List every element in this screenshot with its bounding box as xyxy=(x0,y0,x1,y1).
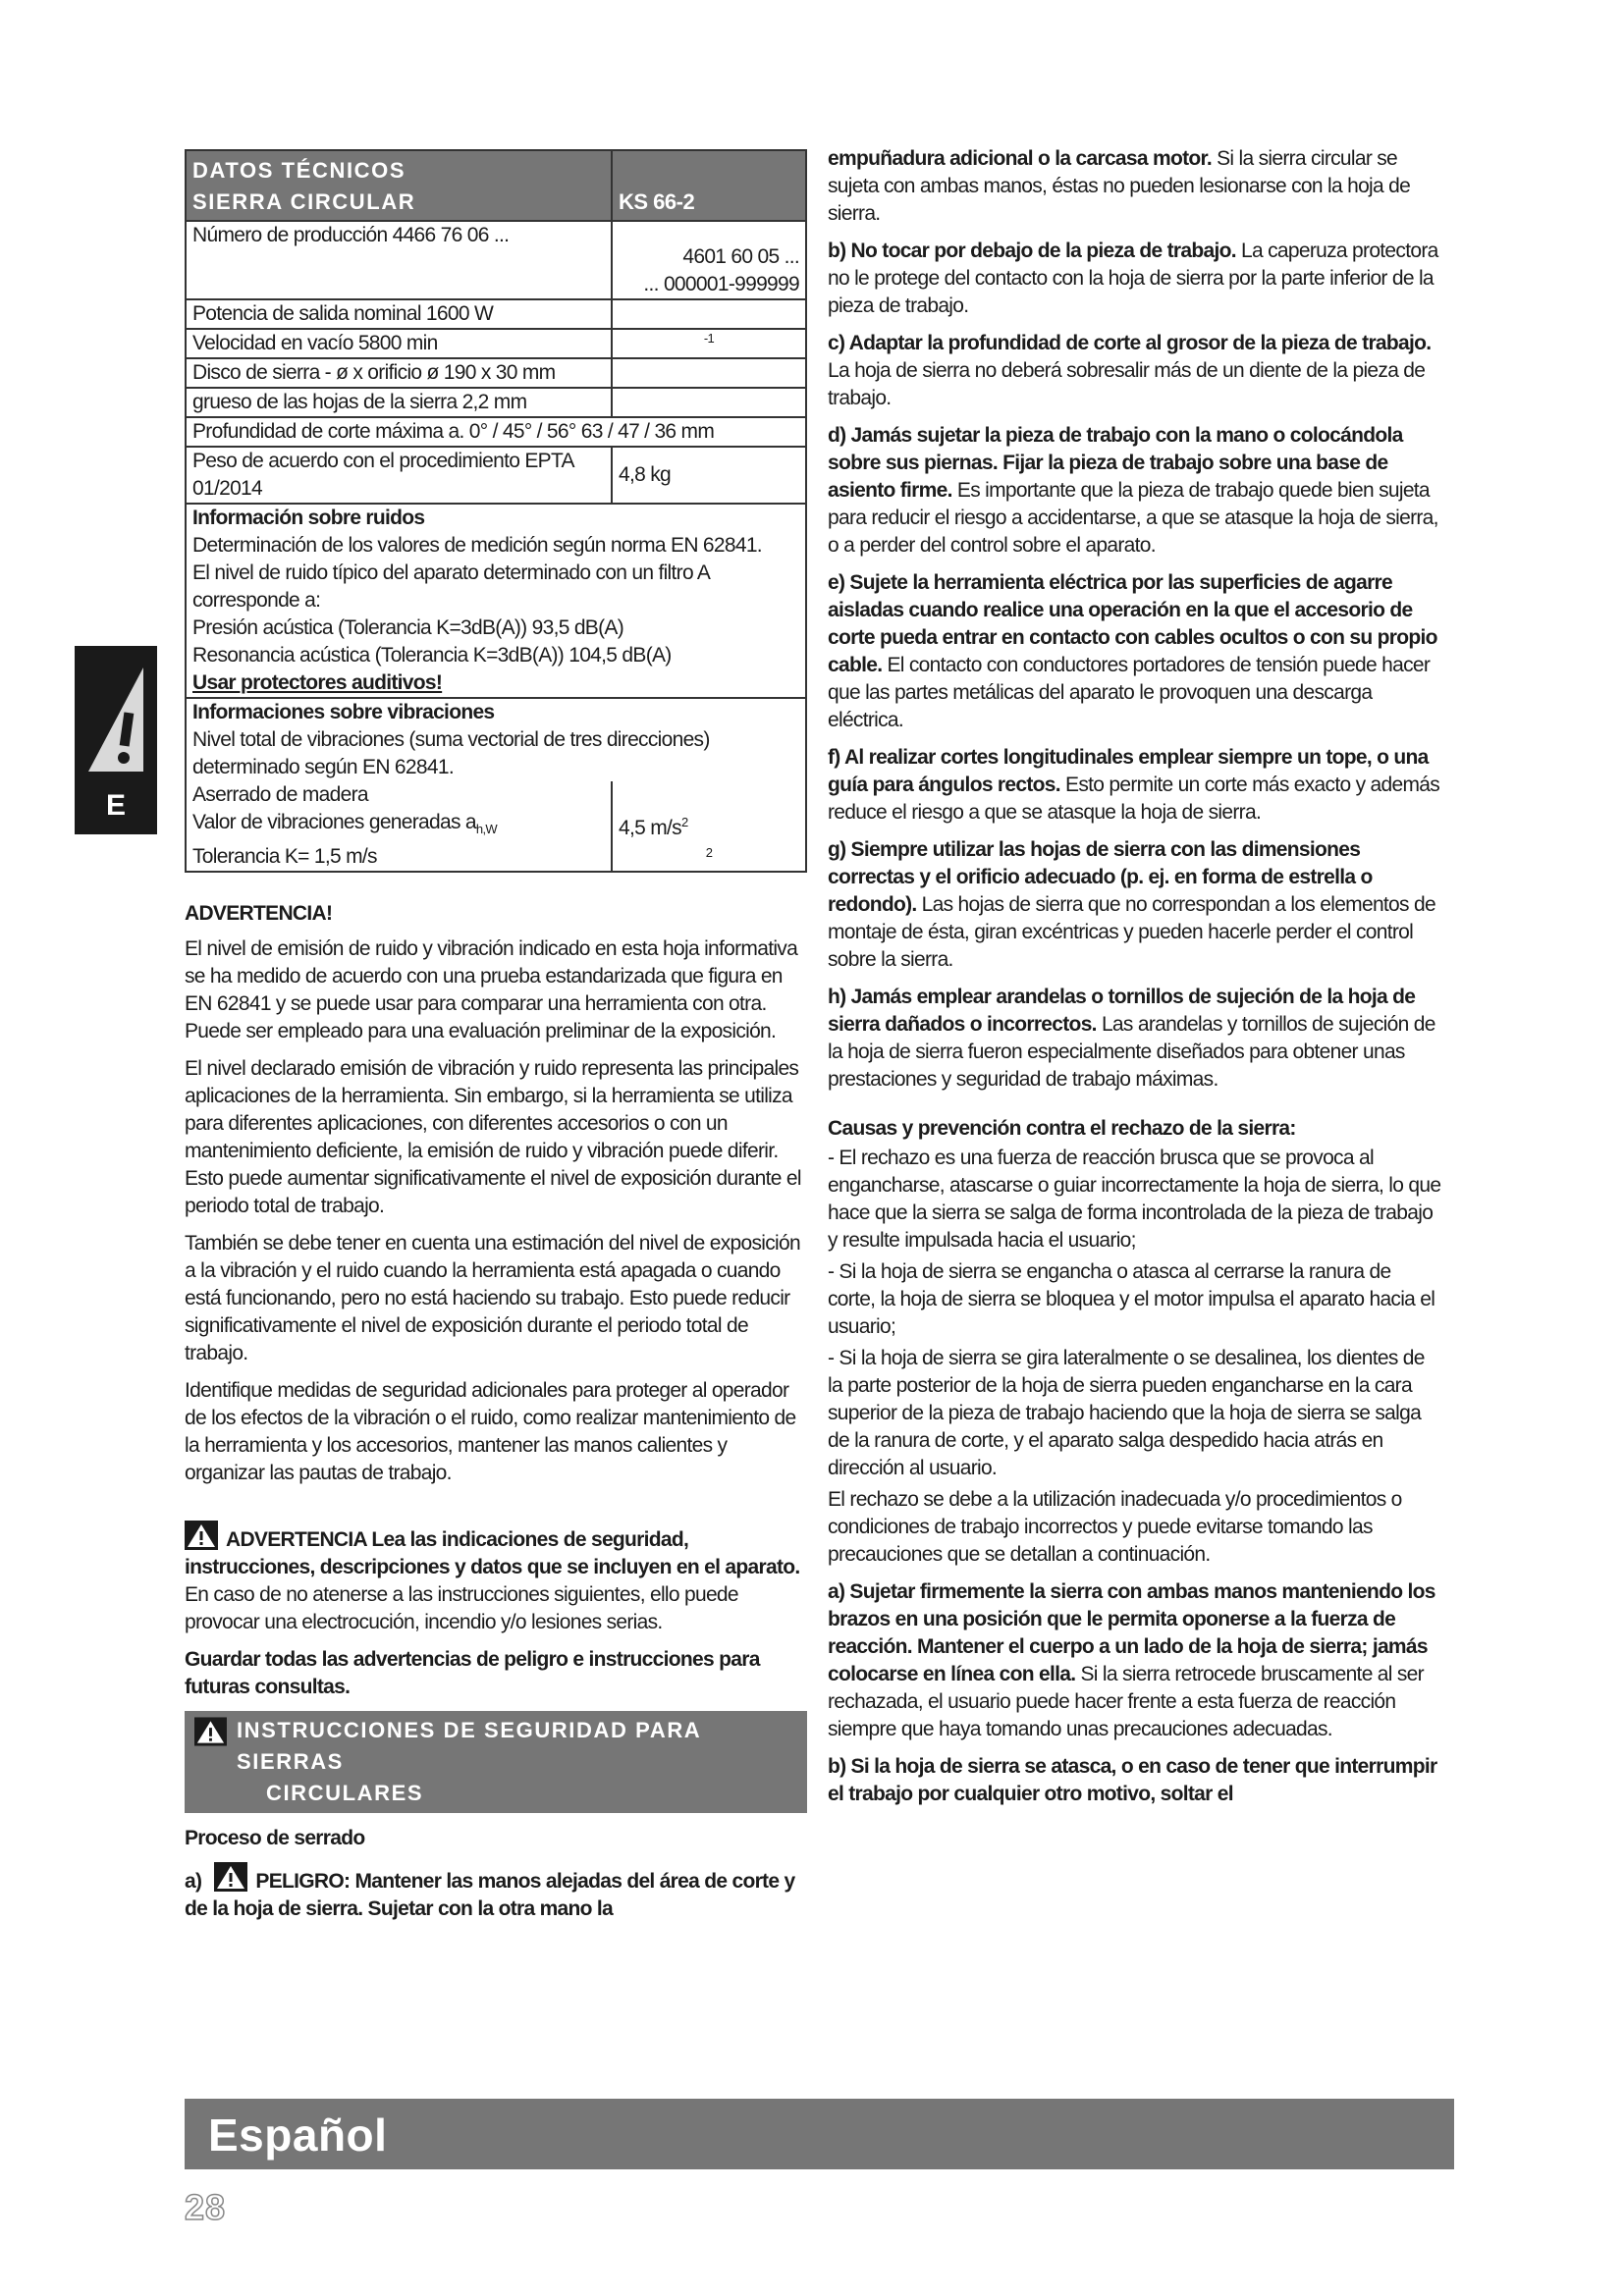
keep-instructions: Guardar todas las advertencias de peligro e instrucciones para futuras consultas. xyxy=(185,1648,760,1699)
spec-row-label: Disco de sierra - ø x orificio ø 190 x 30 mm xyxy=(187,359,613,387)
vibration-value-sup: 2 xyxy=(680,815,688,829)
side-tab-letter: E xyxy=(105,789,126,822)
safety-warning-paragraph xyxy=(185,1521,807,1636)
spec-row xyxy=(187,357,805,387)
noise-protect: Usar protectores auditivos! xyxy=(192,671,443,694)
page-number: 28 xyxy=(185,2187,227,2227)
paragraph: h) Jamás emplear arandelas o tornillos de sujeción de la hoja de sierra dañados o incorrectos. Las arandelas y tornillos de sujeción de la hoja de sierra fueron especialmente diseñados para obtener unas prestaciones y seguridad de trabajo máximas. xyxy=(828,986,1435,1091)
noise-pressure: Presión acústica (Tolerancia K=3dB(A)) 93,5 dB(A) xyxy=(192,616,623,639)
paragraph: g) Siempre utilizar las hojas de sierra con las dimensiones correctas y el orificio adecuado (p. ej. en forma de estrella o redondo). Las hojas de sierra que no correspondan a los elementos de montaje de ésta, giran excéntricas y pueden hacerle perder el control sobre la sierra. xyxy=(828,838,1435,971)
spec-row-label: Potencia de salida nominal 1600 W xyxy=(187,300,613,328)
kickback-title: Causas y prevención contra el rechazo de la sierra: xyxy=(828,1117,1296,1140)
paragraph: c) Adaptar la profundidad de corte al grosor de la pieza de trabajo. La hoja de sierra no deberá sobresalir más de un diente de la pieza de trabajo. xyxy=(828,332,1432,409)
spec-row-value: -1 xyxy=(703,331,715,346)
paragraph: f) Al realizar cortes longitudinales emplear siempre un tope, o una guía para ángulos rectos. Esto permite un corte más exacto y además reduce el riesgo a que se atasque la hoja de sierra. xyxy=(828,746,1440,824)
language-side-tab xyxy=(75,646,157,834)
vibration-title: Informaciones sobre vibraciones xyxy=(192,701,495,723)
paragraph: El nivel declarado emisión de vibración y ruido representa las principales aplicaciones de la herramienta. Sin embargo, si la herramienta se utiliza para diferentes aplicaciones, con diferentes accesorios o con un mantenimiento deficiente, la emisión de ruido y vibración puede diferir. Esto puede aumentar significativamente el nivel de exposición durante el periodo total de trabajo. xyxy=(185,1057,801,1218)
paragraph: Identifique medidas de seguridad adicionales para proteger al operador de los efectos de la vibración o el ruido, como realizar mantenimiento de la herramienta y los accesorios, mantener las manos calientes y organizar las pautas de trabajo. xyxy=(185,1379,796,1485)
paragraph: El rechazo se debe a la utilización inadecuada y/o procedimientos o condiciones de trabajo incorrectos y puede evitarse tomando las precauciones que se detallan a continuación. xyxy=(828,1488,1402,1566)
spec-row-value: 4,8 kg xyxy=(619,463,672,486)
paragraph: a) Sujetar firmemente la sierra con ambas manos manteniendo los brazos en una posición que le permita oponerse a la fuerza de reacción. Mantener el cuerpo a un lado de la hoja de sierra; jamás colocarse en línea con ella. Si la sierra retrocede bruscamente al ser rechazada, el usuario puede hacer frente a esta fuerza de reacción siempre que haya tomando unas precauciones adecuadas. xyxy=(828,1580,1435,1740)
spec-row xyxy=(187,416,805,446)
spec-row-label: grueso de las hojas de la sierra 2,2 mm xyxy=(187,389,613,416)
noise-resonance: Resonancia acústica (Tolerancia K=3dB(A)) 104,5 dB(A) xyxy=(192,644,672,667)
spec-row-value: 4601 60 05 ... xyxy=(682,245,799,268)
paragraph: empuñadura adicional o la carcasa motor. Si la sierra circular se sujeta con ambas manos, éstas no pueden lesionarse con la hoja de sierra. xyxy=(828,147,1411,225)
warning-title: ADVERTENCIA! xyxy=(185,902,333,926)
warning-icon xyxy=(194,1717,227,1746)
spec-table-header xyxy=(187,151,805,220)
paragraph: b) No tocar por debajo de la pieza de trabajo. La caperuza protectora no le protege del contacto con la hoja de sierra por la parte inferior de la pieza de trabajo. xyxy=(828,240,1438,317)
item-a-text: PELIGRO: Mantener las manos alejadas del área de corte y de la hoja de sierra. Sujetar con la otra mano la xyxy=(185,1870,795,1921)
paragraph: e) Sujete la herramienta eléctrica por las superficies de agarre aisladas cuando realice una operación en la que el accesorio de corte pueda entrar en contacto con cables ocultos o con su propio cable. El contacto con conductores portadores de tensión puede hacer que las partes metálicas del aparato le provoquen una descarga eléctrica. xyxy=(828,571,1437,731)
spec-row xyxy=(187,387,805,416)
vibration-tolerance: Tolerancia K= 1,5 m/s xyxy=(192,845,377,869)
spec-row-label: Profundidad de corte máxima a. 0° / 45° / 56° 63 / 47 / 36 mm xyxy=(192,420,715,443)
vibration-tolerance-sup: 2 xyxy=(705,845,713,860)
spec-row xyxy=(187,298,805,328)
spec-row xyxy=(187,328,805,357)
vibration-value-label: Valor de vibraciones generadas a xyxy=(192,811,476,833)
spec-header-line1: DATOS TÉCNICOS xyxy=(192,158,406,183)
vibration-values xyxy=(187,781,805,871)
right-column xyxy=(828,145,1441,1818)
noise-section xyxy=(187,503,805,697)
language-label: Español xyxy=(208,2109,388,2161)
process-item-a xyxy=(185,1862,807,1923)
spec-row xyxy=(187,220,805,298)
process-heading: Proceso de serrado xyxy=(185,1827,365,1850)
spec-row xyxy=(187,446,805,503)
vibration-value-sub: h,W xyxy=(475,822,497,837)
banner-line2: CIRCULARES xyxy=(265,1781,424,1806)
paragraph: - El rechazo es una fuerza de reacción brusca que se provoca al engancharse, atascarse o guiar incorrectamente la hoja de sierra, lo que hace que la sierra se salga de forma incontrolada de la pieza de trabajo y resulte impulsada hacia el usuario; xyxy=(828,1147,1441,1252)
language-bar xyxy=(185,2099,1454,2169)
spec-header-line2: SIERRA CIRCULAR xyxy=(192,189,416,214)
vibration-wood: Aserrado de madera xyxy=(192,783,368,806)
spec-table xyxy=(185,149,807,873)
spec-row-label: Número de producción 4466 76 06 ... xyxy=(187,222,613,298)
vibration-value: 4,5 m/s xyxy=(619,817,681,839)
warning-icon xyxy=(214,1862,247,1892)
warning-icon xyxy=(185,1521,218,1550)
safety-warning-bold: ADVERTENCIA Lea las indicaciones de seguridad, instrucciones, descripciones y datos que se incluyen en el aparato. xyxy=(185,1528,800,1579)
left-column xyxy=(185,149,807,1933)
vibration-intro: Nivel total de vibraciones (suma vectorial de tres direcciones) determinado según EN 62841. xyxy=(192,728,710,778)
item-a-prefix: a) xyxy=(185,1870,202,1894)
section-banner xyxy=(185,1711,807,1813)
paragraph: El nivel de emisión de ruido y vibración indicado en esta hoja informativa se ha medido de acuerdo con una prueba estandarizada que figura en EN 62841 y se puede usar para comparar una herramienta con otra. Puede ser empleado para una evaluación preliminar de la exposición. xyxy=(185,937,798,1043)
spec-row-label: Velocidad en vacío 5800 min xyxy=(187,330,613,357)
warning-triangle-icon xyxy=(86,666,145,774)
paragraph: - Si la hoja de sierra se gira lateralmente o se desalinea, los dientes de la parte posterior de la hoja de sierra pueden engancharse en la cara superior de la pieza de trabajo haciendo que la hoja de sierra se salga de la ranura de corte, y el aparato salga despedido hacia atrás en dirección al usuario. xyxy=(828,1347,1425,1479)
spec-row-label: Peso de acuerdo con el procedimiento EPTA 01/2014 xyxy=(187,448,613,503)
safety-warning-text: En caso de no atenerse a las instrucciones siguientes, ello puede provocar una electrocución, incendio y/o lesiones serias. xyxy=(185,1583,738,1634)
vibration-section xyxy=(187,697,805,781)
banner-line1: INSTRUCCIONES DE SEGURIDAD PARA SIERRAS xyxy=(236,1718,701,1775)
paragraph: b) Si la hoja de sierra se atasca, o en caso de tener que interrumpir el trabajo por cualquier otro motivo, soltar el xyxy=(828,1755,1437,1805)
noise-typical: El nivel de ruido típico del aparato determinado con un filtro A corresponde a: xyxy=(192,561,710,612)
spec-row-value: ... 000001-999999 xyxy=(643,273,799,295)
spec-model: KS 66-2 xyxy=(613,151,805,220)
paragraph: d) Jamás sujetar la pieza de trabajo con la mano o colocándola sobre sus piernas. Fijar la pieza de trabajo sobre una base de asiento firme. Es importante que la pieza de trabajo quede bien sujeta para reducir el riesgo a accidentarse, a que se atasque la hoja de sierra, o a perder del control sobre el aparato. xyxy=(828,424,1438,557)
noise-intro: Determinación de los valores de medición según norma EN 62841. xyxy=(192,534,762,557)
paragraph: También se debe tener en cuenta una estimación del nivel de exposición a la vibración y el ruido cuando la herramienta está apagada o cuando está funcionando, pero no está haciendo su trabajo. Esto puede reducir significativamente el nivel de exposición durante el periodo total de trabajo. xyxy=(185,1232,800,1365)
noise-title: Información sobre ruidos xyxy=(192,507,425,529)
paragraph: - Si la hoja de sierra se engancha o atasca al cerrarse la ranura de corte, la hoja de sierra se bloquea y el motor impulsa el aparato hacia el usuario; xyxy=(828,1260,1435,1338)
